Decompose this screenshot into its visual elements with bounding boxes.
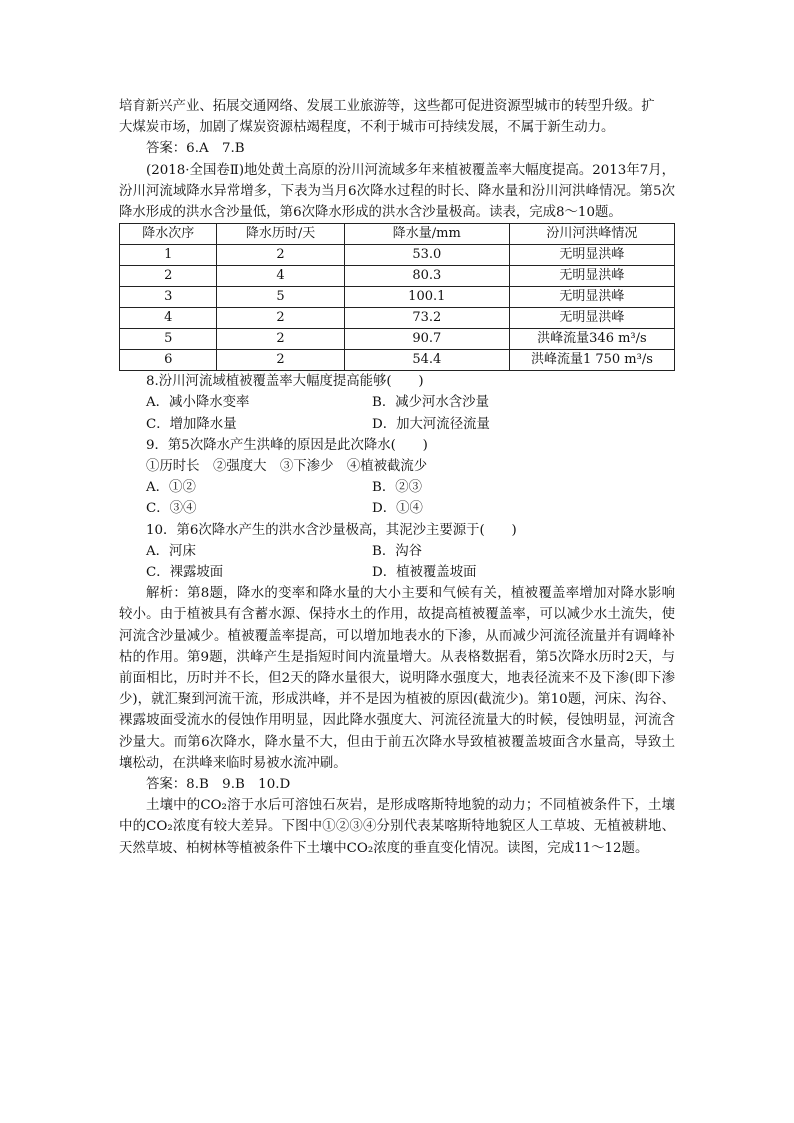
table-cell: 无明显洪峰 [509, 245, 674, 266]
q9-option-c: C．③④ [146, 501, 197, 517]
table-cell: 2 [217, 308, 344, 329]
intro-line-2: 大煤炭市场，加剧了煤炭资源枯竭程度，不利于城市可持续发展，不属于新生动力。 [119, 120, 615, 136]
table-header-row [120, 224, 675, 245]
table-cell: 洪峰流量346 m³/s [509, 329, 674, 350]
table-row [120, 329, 675, 350]
q9-options-row-2 [119, 498, 675, 519]
q8-options-row-1 [119, 392, 675, 413]
table-row [120, 245, 675, 266]
table-cell: 2 [217, 329, 344, 350]
q10-option-c: C．裸露坡面 [146, 565, 224, 581]
q8-options-row-2 [119, 414, 675, 435]
answer-8-10: 答案：8.B 9.B 10.D [146, 777, 291, 793]
table-cell: 90.7 [344, 329, 509, 350]
header-cell: 汾川河洪峰情况 [509, 224, 674, 245]
q9-items: ①历时长 ②强度大 ③下渗少 ④植被截流少 [146, 459, 428, 475]
q9-option-b: B．②③ [372, 480, 423, 496]
q10-stem: 10．第6次降水产生的洪水含沙量极高，其泥沙主要源于( ) [146, 522, 517, 538]
table-row [120, 287, 675, 308]
table-cell: 100.1 [344, 287, 509, 308]
table-cell: 无明显洪峰 [509, 287, 674, 308]
header-cell: 降水量/mm [344, 224, 509, 245]
table-cell: 2 [120, 266, 217, 287]
table-row [120, 308, 675, 329]
closing-paragraph: 土壤中的CO₂溶于水后可溶蚀石灰岩，是形成喀斯特地貌的动力；不同植被条件下，土壤中的CO₂浓度有较大差异。下图中①②③④分别代表某喀斯特地貌区人工草坡、无植被耕地、天然草坡、柏树林等植被条件下土壤中CO₂浓度的垂直变化情况。读图，完成11～12题。 [119, 798, 675, 856]
table-cell: 80.3 [344, 266, 509, 287]
header-cell: 降水历时/天 [217, 224, 344, 245]
table-cell: 5 [217, 287, 344, 308]
table-cell: 53.0 [344, 245, 509, 266]
table-cell: 洪峰流量1 750 m³/s [509, 350, 674, 371]
table-cell: 无明显洪峰 [509, 308, 674, 329]
table-cell: 6 [120, 350, 217, 371]
q9-option-a: A．①② [146, 480, 196, 496]
q10-option-d: D．植被覆盖坡面 [372, 565, 477, 581]
table-cell: 73.2 [344, 308, 509, 329]
table-row [120, 350, 675, 371]
question-stem: (2018·全国卷Ⅱ)地处黄土高原的汾川河流域多年来植被覆盖率大幅度提高。2013年7月，汾川河流域降水异常增多，下表为当月6次降水过程的时长、降水量和汾川河洪峰情况。第5次降水形成的洪水含沙量低，第6次降水形成的洪水含沙量极高。读表，完成8～10题。 [119, 162, 675, 221]
document-page [119, 96, 675, 859]
table-row [120, 266, 675, 287]
table-cell: 5 [120, 329, 217, 350]
q9-option-d: D．①④ [372, 501, 423, 517]
q8-option-a: A．减小降水变率 [146, 395, 250, 411]
intro-line-1: 培育新兴产业、拓展交通网络、发展工业旅游等，这些都可促进资源型城市的转型升级。扩 [119, 99, 655, 114]
analysis-paragraph: 解析：第8题，降水的变率和降水量的大小主要和气候有关，植被覆盖率增加对降水影响较小。由于植被具有含蓄水源、保持水土的作用，故提高植被覆盖率，可以减少水土流失，使河流含沙量减少。植被覆盖率提高，可以增加地表水的下渗，从而减少河流径流量并有调峰补枯的作用。第9题，洪峰产生是指短时间内流量增大。从表格数据看，第5次降水历时2天，与前面相比，历时并不长，但2天的降水量很大，说明降水强度大，地表径流来不及下渗(即下渗少)，就汇聚到河流干流，形成洪峰，并不是因为植被的原因(截流少)。第10题，河床、沟谷、裸露坡面受流水的侵蚀作用明显，因此降水强度大、河流径流量大的时候，侵蚀明显，河流含沙量大。而第6次降水，降水量不大，但由于前五次降水导致植被覆盖坡面含水量高，导致土壤松动，在洪峰来临时易被水流冲刷。 [119, 586, 675, 771]
q10-options-row-2 [119, 562, 675, 583]
q8-stem: 8.汾川河流域植被覆盖率大幅度提高能够( ) [146, 374, 424, 390]
q10-options-row-1 [119, 541, 675, 562]
answer-6-7: 答案：6.A 7.B [146, 141, 245, 157]
q8-option-c: C．增加降水量 [146, 416, 237, 432]
table-cell: 3 [120, 287, 217, 308]
q10-option-a: A．河床 [146, 543, 196, 559]
q10-option-b: B．沟谷 [372, 543, 423, 559]
table-cell: 2 [217, 245, 344, 266]
table-cell: 4 [120, 308, 217, 329]
q9-options-row-1 [119, 477, 675, 498]
table-cell: 2 [217, 350, 344, 371]
q8-option-b: B．减少河水含沙量 [372, 395, 489, 411]
table-cell: 无明显洪峰 [509, 266, 674, 287]
table-cell: 54.4 [344, 350, 509, 371]
q9-stem: 9．第5次降水产生洪峰的原因是此次降水( ) [146, 437, 428, 453]
table-cell: 1 [120, 245, 217, 266]
header-cell: 降水次序 [120, 224, 217, 245]
table-cell: 4 [217, 266, 344, 287]
rainfall-table [119, 223, 675, 371]
q8-option-d: D．加大河流径流量 [372, 416, 490, 432]
